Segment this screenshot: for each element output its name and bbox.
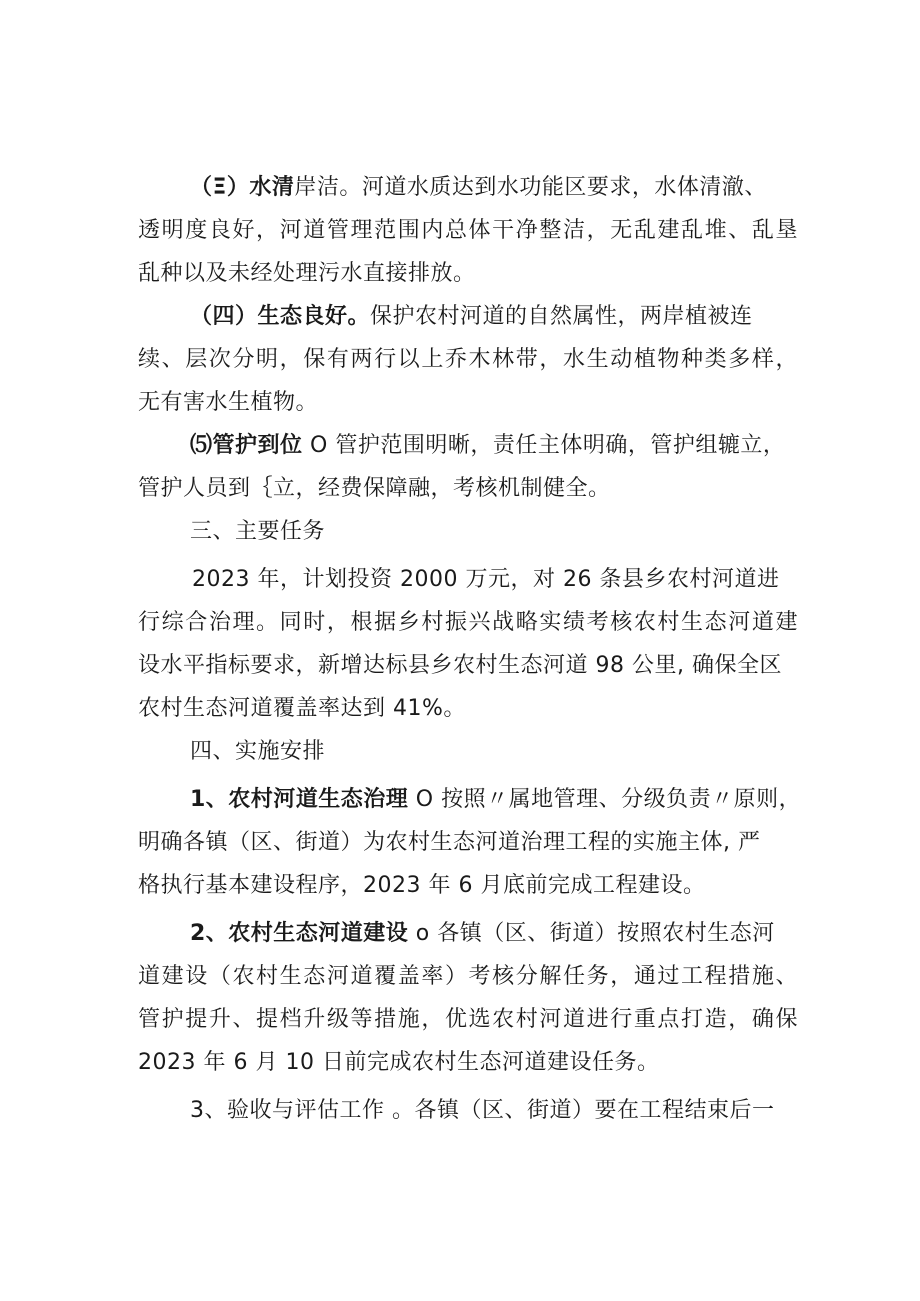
paragraph-4-line-1 [190,302,850,332]
paragraph-4-heading: （四）生态良好。 [190,304,371,329]
paragraph-5-line-1 [190,431,850,461]
item-1-text: O 按照〃属地管理、分级负责〃原则， [408,787,802,812]
paragraph-6-line-1: 2023 年，计划投资 2000 万元，对 26 条县乡农村河道进 [192,567,780,592]
paragraph-6-line-3: 设水平指标要求，新增达标县乡农村生态河道 98 公里, 确保全区 [138,653,782,678]
paragraph-3-text: 岸洁。河道水质达到水功能区要求，水体清澈、 [294,175,767,200]
section-heading-main-tasks: 三、主要任务 [190,519,326,544]
paragraph-3-line-1 [190,173,850,203]
paragraph-5-line-2: 管护人员到｛立，经费保障融，考核机制健全。 [138,476,611,501]
paragraph-4-text: 保护农村河道的自然属性，两岸植被连 [370,304,753,329]
item-3-line-1: 3、验收与评估工作 。各镇（区、街道）要在工程结束后一 [190,1098,775,1123]
item-2-line-2: 道建设（农村生态河道覆盖率）考核分解任务，通过工程措施、 [138,964,798,989]
item-2-heading: 2、农村生态河道建设 [190,921,409,946]
item-1-line-3: 格执行基本建设程序，2023 年 6 月底前完成工程建设。 [138,873,706,898]
item-2-text: o 各镇（区、街道）按照农村生态河 [408,921,775,946]
paragraph-5-heading: ⑸管护到位 [190,433,303,458]
paragraph-3-line-3: 乱种以及未经处理污水直接排放。 [138,261,476,286]
item-2-line-4: 2023 年 6 月 10 日前完成农村生态河道建设任务。 [138,1050,660,1075]
item-1-line-2: 明确各镇（区、街道）为农村生态河道治理工程的实施主体, 严 [138,830,761,855]
item-1-line-1 [190,785,850,815]
paragraph-3-line-2: 透明度良好，河道管理范围内总体干净整洁，无乱建乱堆、乱垦 [138,218,798,243]
section-heading-implementation: 四、实施安排 [190,739,326,764]
paragraph-4-line-3: 无有害水生植物。 [138,390,319,415]
paragraph-4-line-2: 续、层次分明，保有两行以上乔木林带，水生动植物种类多样， [138,347,798,372]
item-1-heading: 1、农村河道生态治理 [190,787,409,812]
paragraph-6-line-4: 农村生态河道覆盖率达到 41%。 [138,696,466,721]
item-2-line-1 [190,919,850,949]
paragraph-6-line-2: 行综合治理。同时，根据乡村振兴战略实绩考核农村生态河道建 [138,610,798,635]
paragraph-5-text: O 管护范围明晰，责任主体明确，管护组辘立， [302,433,786,458]
paragraph-3-heading: （Ξ）水清 [190,175,295,200]
item-2-line-3: 管护提升、提档升级等措施，优选农村河道进行重点打造，确保 [138,1007,798,1032]
